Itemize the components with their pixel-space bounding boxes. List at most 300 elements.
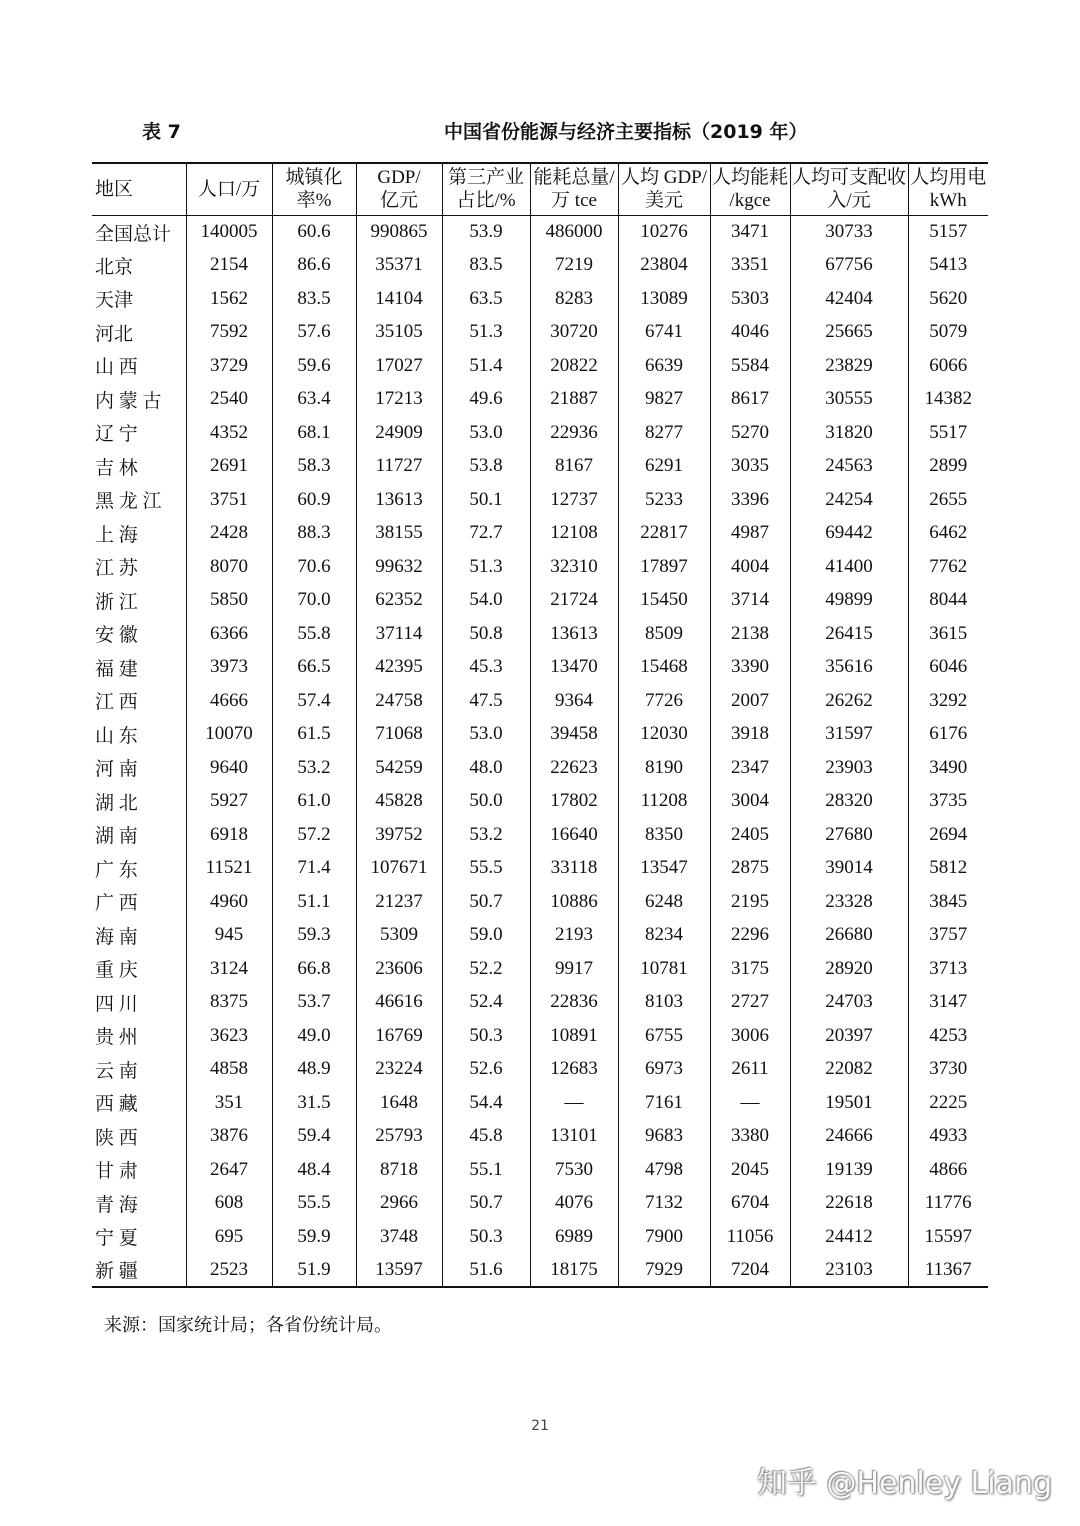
value-cell: 12108 xyxy=(530,517,618,551)
value-cell: 72.7 xyxy=(442,517,530,551)
value-cell: 99632 xyxy=(356,550,442,584)
value-cell: 52.2 xyxy=(442,952,530,986)
value-cell: 26262 xyxy=(790,684,908,718)
column-header-line: 城镇化 xyxy=(285,167,343,189)
value-cell: 13101 xyxy=(530,1120,618,1154)
table-row xyxy=(92,852,988,886)
value-cell: 57.4 xyxy=(272,684,356,718)
value-cell: 21887 xyxy=(530,383,618,417)
value-cell: 6366 xyxy=(186,617,272,651)
value-cell: 51.6 xyxy=(442,1254,530,1288)
value-cell: 59.3 xyxy=(272,919,356,953)
value-cell: 51.3 xyxy=(442,550,530,584)
table-header-row xyxy=(92,163,988,215)
value-cell: 9683 xyxy=(618,1120,710,1154)
value-cell: 48.9 xyxy=(272,1053,356,1087)
column-header-line: 万 tce xyxy=(551,190,597,212)
value-cell: 7726 xyxy=(618,684,710,718)
value-cell: 12683 xyxy=(530,1053,618,1087)
value-cell: 5157 xyxy=(929,221,968,242)
value-cell: 83.5 xyxy=(272,282,356,316)
table-row xyxy=(92,450,988,484)
value-cell: 7219 xyxy=(530,249,618,283)
column-header-line: 率% xyxy=(296,190,332,212)
value-cell: 53.9 xyxy=(442,215,530,249)
column-header xyxy=(442,163,530,215)
value-cell: 70.6 xyxy=(272,550,356,584)
value-cell: 3623 xyxy=(186,1019,272,1053)
value-cell: 2405 xyxy=(710,818,790,852)
value-cell: 2347 xyxy=(710,751,790,785)
value-cell: 54259 xyxy=(356,751,442,785)
region-cell: 浙 江 xyxy=(92,584,186,618)
value-cell: 4866 xyxy=(929,1158,968,1180)
column-header-line: 人均可支配收 xyxy=(791,167,906,189)
value-cell: 5620 xyxy=(929,287,968,309)
value-cell: 17897 xyxy=(618,550,710,584)
value-cell: 2154 xyxy=(186,249,272,283)
table-row xyxy=(92,383,988,417)
value-cell: 8718 xyxy=(356,1153,442,1187)
value-cell: 3729 xyxy=(186,349,272,383)
table-row xyxy=(92,1086,988,1120)
value-cell: 19139 xyxy=(790,1153,908,1187)
region-cell: 河北 xyxy=(92,316,186,350)
value-cell: 17213 xyxy=(356,383,442,417)
value-cell: 39458 xyxy=(530,718,618,752)
value-cell: 59.4 xyxy=(272,1120,356,1154)
table-row xyxy=(92,885,988,919)
value-cell: 4858 xyxy=(186,1053,272,1087)
value-cell: 6462 xyxy=(929,522,968,544)
value-cell: 33118 xyxy=(530,852,618,886)
value-cell: 14382 xyxy=(924,388,972,410)
value-cell: 2655 xyxy=(929,488,968,510)
value-cell: 11208 xyxy=(618,785,710,819)
value-cell: 17802 xyxy=(530,785,618,819)
value-cell: 27680 xyxy=(790,818,908,852)
value-cell: 2296 xyxy=(710,919,790,953)
value-cell: 23103 xyxy=(790,1254,908,1288)
value-cell: 22082 xyxy=(790,1053,908,1087)
value-cell: 6741 xyxy=(618,316,710,350)
value-cell: 22817 xyxy=(618,517,710,551)
value-cell: 59.6 xyxy=(272,349,356,383)
value-cell: 24563 xyxy=(790,450,908,484)
value-cell: 14104 xyxy=(356,282,442,316)
value-cell: 61.0 xyxy=(272,785,356,819)
value-cell: 2195 xyxy=(710,885,790,919)
table-row xyxy=(92,584,988,618)
value-cell: 4666 xyxy=(186,684,272,718)
value-cell: 50.3 xyxy=(442,1220,530,1254)
value-cell: 2691 xyxy=(186,450,272,484)
value-cell: 2225 xyxy=(929,1091,968,1113)
value-cell: 23224 xyxy=(356,1053,442,1087)
value-cell: 30720 xyxy=(530,316,618,350)
value-cell: 17027 xyxy=(356,349,442,383)
value-cell: 23829 xyxy=(790,349,908,383)
value-cell: 6755 xyxy=(618,1019,710,1053)
value-cell: 57.6 xyxy=(272,316,356,350)
value-cell: 8509 xyxy=(618,617,710,651)
value-cell: 13470 xyxy=(530,651,618,685)
value-cell: 6704 xyxy=(710,1187,790,1221)
value-cell: 48.0 xyxy=(442,751,530,785)
value-cell: 140005 xyxy=(186,215,272,249)
watermark: 知乎 @Henley Liang xyxy=(756,1466,1052,1501)
region-cell: 全国总计 xyxy=(92,215,186,249)
table-row xyxy=(92,818,988,852)
value-cell: 13547 xyxy=(618,852,710,886)
value-cell: 53.0 xyxy=(442,416,530,450)
region-cell: 广 西 xyxy=(92,885,186,919)
value-cell: 8234 xyxy=(618,919,710,953)
value-cell: 3124 xyxy=(186,952,272,986)
region-cell: 四 川 xyxy=(92,986,186,1020)
region-cell: 江 苏 xyxy=(92,550,186,584)
value-cell: 53.2 xyxy=(442,818,530,852)
table-row xyxy=(92,517,988,551)
value-cell: 695 xyxy=(186,1220,272,1254)
column-header-line: /kgce xyxy=(729,190,771,212)
value-cell: 2611 xyxy=(710,1053,790,1087)
value-cell: 67756 xyxy=(790,249,908,283)
value-cell: 3147 xyxy=(929,991,968,1013)
value-cell: 50.7 xyxy=(442,885,530,919)
value-cell: 10070 xyxy=(186,718,272,752)
value-cell: 3396 xyxy=(710,483,790,517)
value-cell: 23328 xyxy=(790,885,908,919)
value-cell: 4798 xyxy=(618,1153,710,1187)
value-cell: 5303 xyxy=(710,282,790,316)
value-cell: 10781 xyxy=(618,952,710,986)
table-row xyxy=(92,282,988,316)
value-cell: 8070 xyxy=(186,550,272,584)
value-cell: 3490 xyxy=(929,756,968,778)
value-cell: 41400 xyxy=(790,550,908,584)
value-cell: 23903 xyxy=(790,751,908,785)
region-cell: 河 南 xyxy=(92,751,186,785)
table-row xyxy=(92,416,988,450)
value-cell: 31597 xyxy=(790,718,908,752)
value-cell: 5413 xyxy=(929,254,968,276)
value-cell: 2540 xyxy=(186,383,272,417)
value-cell: 3757 xyxy=(929,924,968,946)
value-cell: 4352 xyxy=(186,416,272,450)
value-cell: 3748 xyxy=(356,1220,442,1254)
value-cell: 70.0 xyxy=(272,584,356,618)
column-header-line: 占比/% xyxy=(456,190,516,212)
indicator-table xyxy=(92,162,988,1288)
table-row xyxy=(92,986,988,1020)
value-cell: 57.2 xyxy=(272,818,356,852)
value-cell: 7161 xyxy=(618,1086,710,1120)
value-cell: 11367 xyxy=(908,1254,988,1288)
region-cell: 福 建 xyxy=(92,651,186,685)
value-cell: 62352 xyxy=(356,584,442,618)
value-cell: 37114 xyxy=(356,617,442,651)
table-row xyxy=(92,215,988,249)
value-cell: 5812 xyxy=(929,857,968,879)
column-header xyxy=(186,163,272,215)
value-cell: 5584 xyxy=(710,349,790,383)
table-row xyxy=(92,718,988,752)
value-cell: 54.4 xyxy=(442,1086,530,1120)
value-cell: 51.3 xyxy=(442,316,530,350)
value-cell: 66.8 xyxy=(272,952,356,986)
value-cell: — xyxy=(530,1086,618,1120)
value-cell: 19501 xyxy=(790,1086,908,1120)
value-cell: 58.3 xyxy=(272,450,356,484)
column-header-line: 美元 xyxy=(644,190,683,212)
value-cell: 11056 xyxy=(710,1220,790,1254)
value-cell: 2193 xyxy=(530,919,618,953)
value-cell: 13597 xyxy=(356,1254,442,1288)
value-cell: 990865 xyxy=(356,215,442,249)
column-header-line: 能耗总量/ xyxy=(533,167,615,189)
value-cell: 69442 xyxy=(790,517,908,551)
region-cell: 辽 宁 xyxy=(92,416,186,450)
value-cell: 3380 xyxy=(710,1120,790,1154)
value-cell: 51.4 xyxy=(442,349,530,383)
column-header-line: GDP/ xyxy=(377,167,421,189)
column-header xyxy=(618,163,710,215)
value-cell: 35105 xyxy=(356,316,442,350)
column-header xyxy=(908,163,988,215)
value-cell: 54.0 xyxy=(442,584,530,618)
value-cell: 86.6 xyxy=(272,249,356,283)
value-cell: 55.5 xyxy=(442,852,530,886)
value-cell: 9640 xyxy=(186,751,272,785)
value-cell: 51.9 xyxy=(272,1254,356,1288)
value-cell: 12737 xyxy=(530,483,618,517)
value-cell: 32310 xyxy=(530,550,618,584)
column-header-line: 人均 GDP/ xyxy=(620,167,708,189)
region-cell: 北京 xyxy=(92,249,186,283)
value-cell: 2966 xyxy=(356,1187,442,1221)
value-cell: 11776 xyxy=(924,1192,972,1214)
value-cell: 8283 xyxy=(530,282,618,316)
value-cell: 24666 xyxy=(790,1120,908,1154)
value-cell: 51.1 xyxy=(272,885,356,919)
value-cell: 2523 xyxy=(186,1254,272,1288)
value-cell: 7132 xyxy=(618,1187,710,1221)
column-header xyxy=(92,163,186,215)
region-cell: 湖 南 xyxy=(92,818,186,852)
value-cell: 24909 xyxy=(356,416,442,450)
value-cell: 5309 xyxy=(356,919,442,953)
value-cell: 7530 xyxy=(530,1153,618,1187)
value-cell: 35616 xyxy=(790,651,908,685)
table-row xyxy=(92,1187,988,1221)
value-cell: 2647 xyxy=(186,1153,272,1187)
value-cell: 50.3 xyxy=(442,1019,530,1053)
value-cell: 6046 xyxy=(929,656,968,678)
value-cell: 3876 xyxy=(186,1120,272,1154)
table-row xyxy=(92,952,988,986)
value-cell: 5233 xyxy=(618,483,710,517)
value-cell: 7762 xyxy=(929,555,968,577)
value-cell: 38155 xyxy=(356,517,442,551)
value-cell: 15468 xyxy=(618,651,710,685)
value-cell: 3351 xyxy=(710,249,790,283)
region-cell: 山 西 xyxy=(92,349,186,383)
value-cell: 24758 xyxy=(356,684,442,718)
region-cell: 江 西 xyxy=(92,684,186,718)
value-cell: 3035 xyxy=(710,450,790,484)
value-cell: 24254 xyxy=(790,483,908,517)
value-cell: 49899 xyxy=(790,584,908,618)
value-cell: 3730 xyxy=(929,1058,968,1080)
value-cell: 6291 xyxy=(618,450,710,484)
value-cell: 4253 xyxy=(929,1024,968,1046)
value-cell: 7204 xyxy=(710,1254,790,1288)
value-cell: 2875 xyxy=(710,852,790,886)
region-cell: 吉 林 xyxy=(92,450,186,484)
value-cell: 1562 xyxy=(186,282,272,316)
value-cell: 53.8 xyxy=(442,450,530,484)
value-cell: 22623 xyxy=(530,751,618,785)
value-cell: 5079 xyxy=(929,321,968,343)
value-cell: 486000 xyxy=(530,215,618,249)
value-cell: 50.8 xyxy=(442,617,530,651)
table-row xyxy=(92,785,988,819)
region-cell: 山 东 xyxy=(92,718,186,752)
value-cell: 63.4 xyxy=(272,383,356,417)
value-cell: 49.0 xyxy=(272,1019,356,1053)
value-cell: 20397 xyxy=(790,1019,908,1053)
value-cell: 39752 xyxy=(356,818,442,852)
value-cell: 2428 xyxy=(186,517,272,551)
column-header-line: 第三产业 xyxy=(447,167,524,189)
table-row xyxy=(92,1120,988,1154)
region-cell: 云 南 xyxy=(92,1053,186,1087)
value-cell: 71.4 xyxy=(272,852,356,886)
value-cell: 3615 xyxy=(929,622,968,644)
value-cell: 30733 xyxy=(790,215,908,249)
value-cell: 8277 xyxy=(618,416,710,450)
value-cell: 7592 xyxy=(186,316,272,350)
region-cell: 甘 肃 xyxy=(92,1153,186,1187)
value-cell: 2727 xyxy=(710,986,790,1020)
region-cell: 安 徽 xyxy=(92,617,186,651)
value-cell: 61.5 xyxy=(272,718,356,752)
value-cell: 6973 xyxy=(618,1053,710,1087)
value-cell: 4046 xyxy=(710,316,790,350)
value-cell: 3973 xyxy=(186,651,272,685)
table-row xyxy=(92,1053,988,1087)
table-row xyxy=(92,1254,988,1288)
table-number: 表 7 xyxy=(142,121,181,143)
value-cell: 18175 xyxy=(530,1254,618,1288)
value-cell: 3004 xyxy=(710,785,790,819)
value-cell: 945 xyxy=(186,919,272,953)
value-cell: 53.2 xyxy=(272,751,356,785)
value-cell: 3292 xyxy=(929,689,968,711)
value-cell: 59.0 xyxy=(442,919,530,953)
value-cell: 9364 xyxy=(530,684,618,718)
value-cell: 20822 xyxy=(530,349,618,383)
page-number: 21 xyxy=(531,1418,549,1434)
region-cell: 黑 龙 江 xyxy=(92,483,186,517)
value-cell: 50.7 xyxy=(442,1187,530,1221)
region-cell: 内 蒙 古 xyxy=(92,383,186,417)
value-cell: 30555 xyxy=(790,383,908,417)
region-cell: 西 藏 xyxy=(92,1086,186,1120)
value-cell: 55.5 xyxy=(272,1187,356,1221)
value-cell: 83.5 xyxy=(442,249,530,283)
value-cell: 13613 xyxy=(530,617,618,651)
value-cell: 11727 xyxy=(356,450,442,484)
value-cell: 4004 xyxy=(710,550,790,584)
value-cell: 2694 xyxy=(929,823,968,845)
value-cell: 2045 xyxy=(710,1153,790,1187)
value-cell: 50.1 xyxy=(442,483,530,517)
table-row xyxy=(92,751,988,785)
value-cell: 8044 xyxy=(929,589,968,611)
value-cell: 21237 xyxy=(356,885,442,919)
value-cell: 16769 xyxy=(356,1019,442,1053)
value-cell: 15450 xyxy=(618,584,710,618)
table-row xyxy=(92,1220,988,1254)
value-cell: 4933 xyxy=(929,1125,968,1147)
value-cell: 7900 xyxy=(618,1220,710,1254)
value-cell: 8350 xyxy=(618,818,710,852)
column-header-line: 亿元 xyxy=(379,190,418,212)
value-cell: 23804 xyxy=(618,249,710,283)
value-cell: 10891 xyxy=(530,1019,618,1053)
value-cell: 53.0 xyxy=(442,718,530,752)
value-cell: 22618 xyxy=(790,1187,908,1221)
value-cell: 55.8 xyxy=(272,617,356,651)
region-cell: 青 海 xyxy=(92,1187,186,1221)
value-cell: 42395 xyxy=(356,651,442,685)
value-cell: 63.5 xyxy=(442,282,530,316)
region-cell: 新 疆 xyxy=(92,1254,186,1288)
value-cell: 6066 xyxy=(929,354,968,376)
value-cell: 351 xyxy=(186,1086,272,1120)
value-cell: 48.4 xyxy=(272,1153,356,1187)
value-cell: 59.9 xyxy=(272,1220,356,1254)
region-cell: 湖 北 xyxy=(92,785,186,819)
value-cell: 5270 xyxy=(710,416,790,450)
value-cell: 68.1 xyxy=(272,416,356,450)
value-cell: 49.6 xyxy=(442,383,530,417)
value-cell: 25665 xyxy=(790,316,908,350)
value-cell: 6248 xyxy=(618,885,710,919)
value-cell: 10886 xyxy=(530,885,618,919)
region-cell: 陕 西 xyxy=(92,1120,186,1154)
value-cell: 8617 xyxy=(710,383,790,417)
value-cell: 60.9 xyxy=(272,483,356,517)
value-cell: 46616 xyxy=(356,986,442,1020)
table-row xyxy=(92,919,988,953)
column-header-line: 地区 xyxy=(95,178,134,200)
value-cell: 71068 xyxy=(356,718,442,752)
value-cell: 13089 xyxy=(618,282,710,316)
table-row xyxy=(92,349,988,383)
region-cell: 海 南 xyxy=(92,919,186,953)
column-header-line: 入/元 xyxy=(827,190,871,212)
value-cell: 24703 xyxy=(790,986,908,1020)
value-cell: 31.5 xyxy=(272,1086,356,1120)
table-row xyxy=(92,684,988,718)
value-cell: 47.5 xyxy=(442,684,530,718)
value-cell: 3006 xyxy=(710,1019,790,1053)
value-cell: 6989 xyxy=(530,1220,618,1254)
source-note: 来源：国家统计局；各省份统计局。 xyxy=(104,1315,392,1336)
